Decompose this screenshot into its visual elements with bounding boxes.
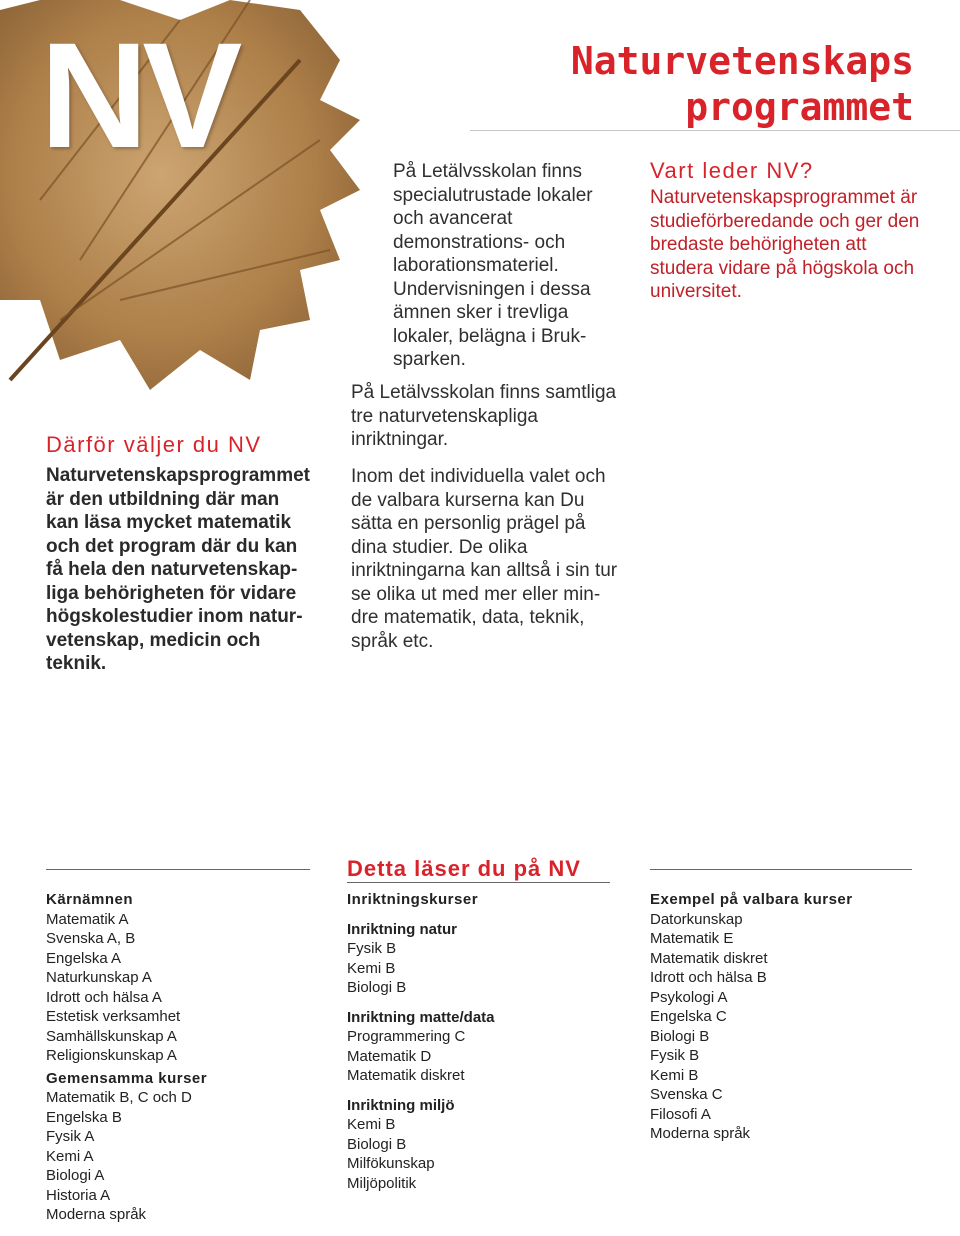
list-item: Fysik B [650,1047,700,1064]
valbara-section [650,890,920,1144]
darfor-section [46,432,310,676]
intro-paragraph: På Letälvsskolan finns specialutrustade lokaler och avancerat demonstrations- och laborationsmateriel. Undervisningen i dessa ämnen sker i trevliga lokaler, belägna i Bruk-sparken. [393,161,593,370]
inriktningskurser-heading: Inriktningskurser [347,891,479,908]
gemensamma-heading: Gemensamma kurser [46,1069,208,1087]
middle-paragraph-2: Inom det individuella valet och de valbara kurserna kan Du sätta en personlig prägel på dina studier. De olika inriktningarna kan alltså i sin tur se olika ut med mer eller min-dre matematik, data, teknik, språk etc. [351,466,618,652]
left-column-rule [46,869,310,870]
list-item: Programmering C [347,1028,466,1045]
valbara-heading: Exempel på valbara kurser [650,891,853,908]
darfor-heading: Därför väljer du NV [46,432,262,457]
page-title [571,38,914,130]
list-item: Matematik E [650,930,734,947]
karnamnen-heading: Kärnämnen [46,891,134,908]
list-item: Psykologi A [650,988,728,1006]
detta-laser-heading: Detta läser du på NV [347,856,581,881]
list-item: Matematik B, C och D [46,1089,192,1106]
inriktning-miljo-heading: Inriktning miljö [347,1096,455,1114]
list-item: Biologi A [46,1167,105,1184]
nv-logo: NV [40,11,237,179]
title-line-2: programmet [685,85,914,129]
list-item: Matematik diskret [347,1067,465,1084]
list-item: Engelska B [46,1108,122,1126]
list-item: Naturkunskap A [46,969,152,986]
inriktning-matte-heading: Inriktning matte/data [347,1008,495,1026]
list-item: Datorkunskap [650,910,743,928]
list-item: Kemi B [347,1116,396,1133]
list-item: Matematik diskret [650,949,768,967]
list-item: Kemi A [46,1147,94,1165]
list-item: Svenska A, B [46,930,136,947]
inriktning-natur-heading: Inriktning natur [347,920,457,938]
middle-paragraph-1: På Letälvsskolan finns samtliga tre naturvetenskapliga inriktningar. [351,382,617,450]
title-line-1: Naturvetenskaps [570,39,914,83]
list-item: Matematik A [46,910,129,928]
list-item: Kemi B [650,1066,699,1084]
vart-leder-section [650,158,920,304]
list-item: Svenska C [650,1086,723,1103]
list-item: Historia A [46,1186,111,1204]
list-item: Engelska A [46,949,122,967]
list-item: Fysik A [46,1128,95,1145]
list-item: Engelska C [650,1008,727,1025]
list-item: Religionskunskap A [46,1047,177,1064]
middle-column-rule [347,882,610,883]
right-column-rule [650,869,912,870]
list-item: Filosofi A [650,1105,711,1123]
list-item: Biologi B [650,1027,710,1045]
karnamnen-section [46,890,306,1225]
list-item: Kemi B [347,959,396,977]
list-item: Idrott och hälsa B [650,969,767,986]
list-item: Matematik D [347,1047,432,1065]
darfor-body: Naturvetenskapsprogrammet är den utbildning där man kan läsa mycket matematik och det program där du kan få hela den naturvetenskap-liga behörigheten för vidare högskolestudier inom natur-vetenskap, medicin och teknik. [46,465,310,674]
list-item: Biologi B [347,979,407,996]
list-item: Moderna språk [650,1125,751,1142]
inriktningskurser-section [347,890,607,1193]
list-item: Estetisk verksamhet [46,1008,181,1025]
list-item: Samhällskunskap A [46,1027,177,1045]
list-item: Milfökunskap [347,1155,435,1172]
list-item: Biologi B [347,1135,407,1153]
list-item: Moderna språk [46,1206,147,1223]
list-item: Miljöpolitik [347,1174,417,1192]
vart-leder-body: Naturvetenskapsprogrammet är studieförberedande och ger den bredaste behörigheten att studera vidare på högskola och universitet. [650,187,920,302]
list-item: Idrott och hälsa A [46,988,162,1006]
title-divider [470,130,960,131]
list-item: Fysik B [347,940,397,957]
vart-leder-heading: Vart leder NV? [650,158,814,183]
